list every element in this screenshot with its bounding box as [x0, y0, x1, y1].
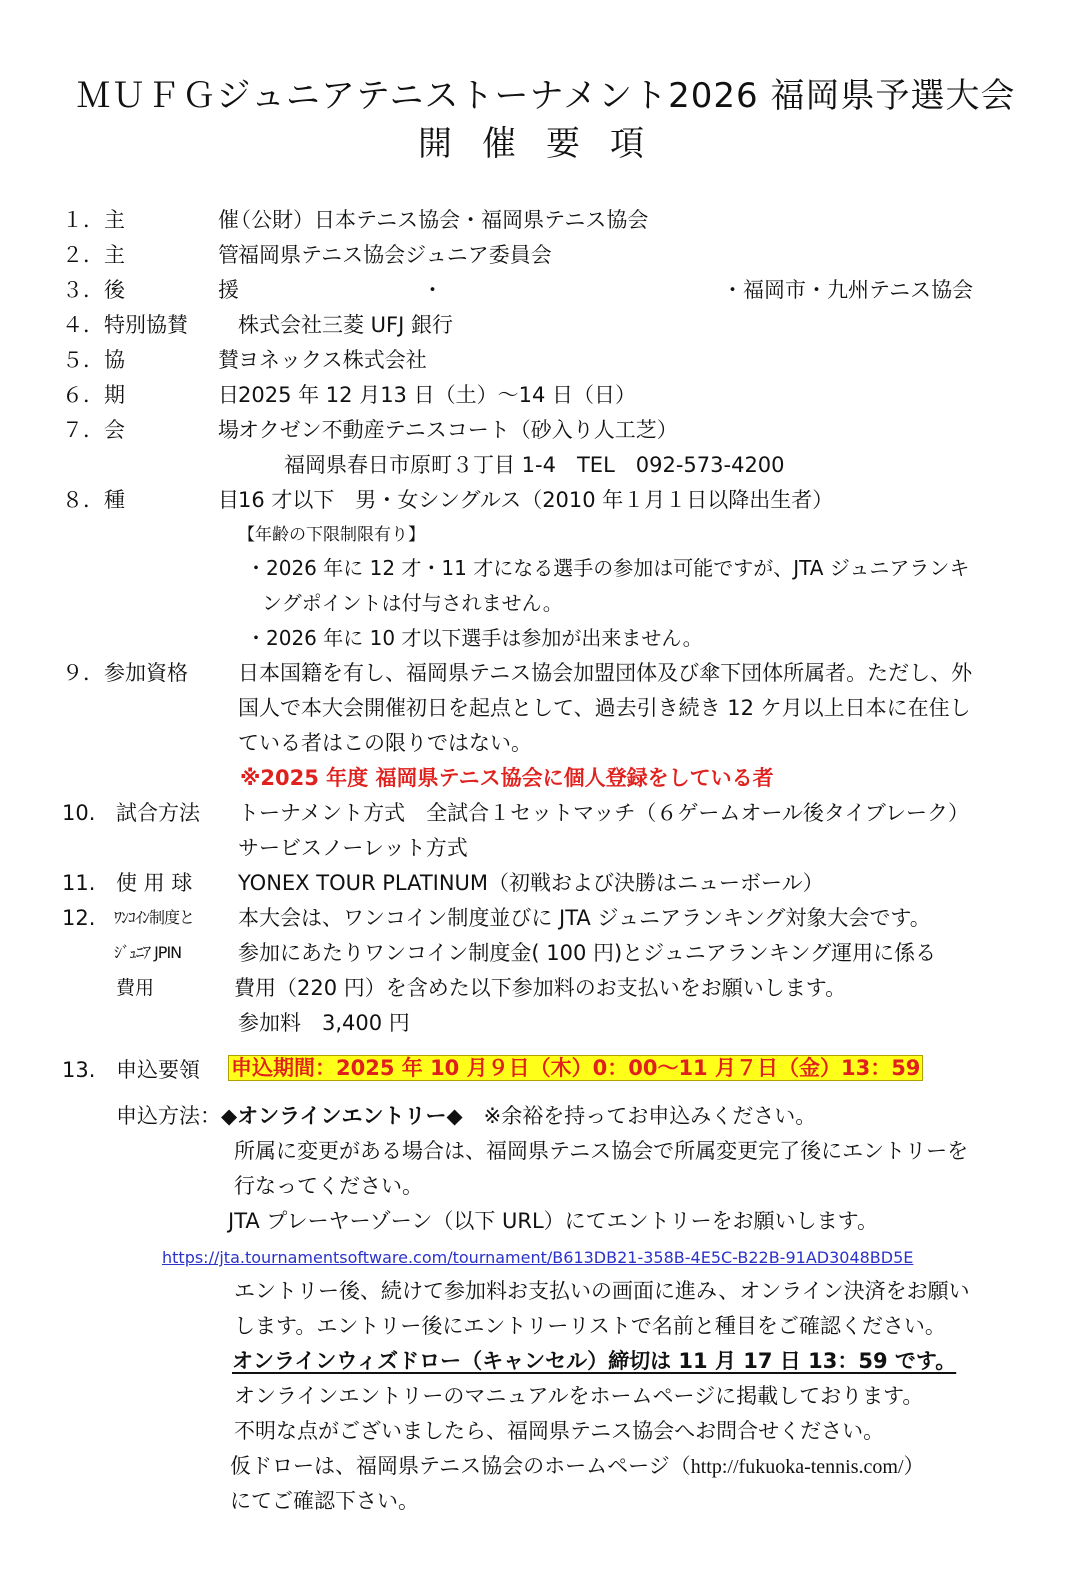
item-7-value: オクゼン不動産テニスコート（砂入り人工芝）: [238, 418, 678, 442]
entry-fee: 参加料 3,400 円: [238, 1011, 410, 1035]
item-13-label: 申込要領: [116, 1058, 200, 1082]
match-format-line-2: サービスノーレット方式: [238, 836, 468, 860]
draw-note-line: [230, 1452, 925, 1481]
item-9-label: 参加資格: [104, 661, 188, 685]
apply-paragraph-1: 所属に変更がある場合は、福岡県テニス協会で所属変更完了後にエントリーを: [234, 1139, 969, 1163]
eligibility-line-1: 日本国籍を有し、福岡県テニス協会加盟団体及び傘下団体所属者。ただし、外: [238, 661, 973, 685]
apply-paragraph-8: 不明な点がございましたら、福岡県テニス協会へお問合せください。: [234, 1419, 885, 1443]
item-3-separator: ・: [422, 278, 443, 302]
item-7-number: ７．: [62, 418, 104, 442]
age-note-2: ・2026 年に 10 才以下選手は参加が出来ません。: [246, 626, 703, 650]
apply-method-heading: 申込方法：: [116, 1104, 221, 1128]
eligibility-registration-note: ※2025 年度 福岡県テニス協会に個人登録をしている者: [240, 766, 774, 790]
draw-note-text: 仮ドローは、福岡県テニス協会のホームページ（: [230, 1454, 691, 1478]
title-main: ＭＵＦＧジュニアテニストーナメント2026 福岡県予選大会: [76, 76, 1016, 116]
age-limit-heading: 【年齢の下限制限有り】: [238, 525, 425, 545]
item-12-label-3: 費用: [116, 977, 155, 999]
application-period: [228, 1054, 923, 1082]
online-entry-label: ◆オンラインエントリー◆: [221, 1104, 463, 1128]
item-5-label: 協 賛: [104, 348, 275, 372]
apply-method-line: [116, 1102, 816, 1130]
item-10-number: 10.: [62, 801, 96, 825]
apply-paragraph-10: にてご確認下さい。: [230, 1489, 419, 1513]
item-1-number: １．: [62, 208, 104, 232]
item-13-number: 13.: [62, 1058, 96, 1082]
ball-name: YONEX TOUR PLATINUM: [238, 871, 489, 895]
eligibility-line-3: ている者はこの限りではない。: [238, 731, 532, 755]
application-period-text: 申込期間：2025 年 10 月９日（木）0：00～11 月７日（金）13：59: [228, 1055, 923, 1081]
ball-line: [238, 869, 824, 897]
fee-line-1: 本大会は、ワンコイン制度並びに JTA ジュニアランキング対象大会です。: [238, 906, 931, 930]
apply-paragraph-3: JTA プレーヤーゾーン（以下 URL）にてエントリーをお願いします。: [228, 1209, 878, 1233]
homepage-link[interactable]: http://fukuoka-tennis.com/: [690, 1456, 904, 1478]
item-1-label: 主 催: [104, 208, 275, 232]
item-8-number: ８．: [62, 488, 104, 512]
item-1-value: （公財）日本テニス協会・福岡県テニス協会: [230, 208, 649, 232]
item-12-number: 12.: [62, 906, 96, 930]
eligibility-line-2: 国人で本大会開催初日を起点として、過去引き続き 12 ケ月以上日本に在住し: [238, 696, 971, 720]
item-12-label-2: ｼﾞｭﾆｱ JPIN: [114, 943, 182, 962]
item-4-number: ４．: [62, 313, 104, 337]
ball-note: （初戦および決勝はニューボール）: [488, 871, 824, 895]
age-note-1a: ・2026 年に 12 才・11 才になる選手の参加は可能ですが、JTA ジュニアランキ: [246, 556, 970, 580]
item-8-value: 16 才以下 男・女シングルス（2010 年１月１日以降出生者）: [238, 488, 834, 512]
item-2-number: ２．: [62, 243, 104, 267]
fee-line-3: 費用（220 円）を含めた以下参加料のお支払いをお願いします。: [234, 976, 847, 1000]
age-note-1b: ングポイントは付与されません。: [262, 591, 563, 615]
apply-paragraph-2: 行なってください。: [234, 1174, 423, 1198]
withdraw-deadline: オンラインウィズドロー（キャンセル）締切は 11 月 17 日 13：59 です。: [232, 1349, 957, 1373]
online-entry-note: ※余裕を持ってお申込みください。: [462, 1104, 817, 1128]
item-4-value: 株式会社三菱 UFJ 銀行: [238, 313, 453, 337]
fee-line-2: 参加にあたりワンコイン制度金( 100 円)とジュニアランキング運用に係る: [238, 941, 937, 965]
item-5-value: ヨネックス株式会社: [238, 348, 427, 372]
item-12-label-1: ﾜﾝｺｲﾝ制度と: [114, 908, 195, 927]
item-2-value: 福岡県テニス協会ジュニア委員会: [238, 243, 552, 267]
item-3-number: ３．: [62, 278, 104, 302]
entry-url-line: [162, 1242, 913, 1272]
item-8-label: 種 目: [104, 488, 275, 512]
apply-paragraph-5: します。エントリー後にエントリーリストで名前と種目をご確認ください。: [234, 1314, 946, 1338]
item-3-value: ・福岡市・九州テニス協会: [722, 278, 974, 302]
item-4-label: 特別協賛: [104, 313, 188, 337]
item-10-label: 試合方法: [116, 801, 200, 825]
draw-note-close: ）: [903, 1454, 925, 1478]
item-6-value: 2025 年 12 月13 日（土）～14 日（日）: [238, 383, 636, 407]
item-7-label: 会 場: [104, 418, 275, 442]
item-5-number: ５．: [62, 348, 104, 372]
item-6-number: ６．: [62, 383, 104, 407]
entry-url-link[interactable]: https://jta.tournamentsoftware.com/tournament/B613DB21-358B-4E5C-B22B-91AD3048BD5E: [162, 1248, 914, 1267]
item-11-number: 11.: [62, 871, 96, 895]
match-format-line-1: トーナメント方式 全試合１セットマッチ（６ゲームオール後タイブレーク）: [238, 801, 970, 825]
item-2-label: 主 管: [104, 243, 275, 267]
apply-paragraph-4: エントリー後、続けて参加料お支払いの画面に進み、オンライン決済をお願い: [234, 1279, 970, 1303]
item-9-number: ９．: [62, 661, 104, 685]
item-3-label: 後 援: [104, 278, 275, 302]
item-11-label: 使 用 球: [116, 871, 193, 895]
title-sub: 開催要項: [418, 124, 674, 164]
item-6-label: 期 日: [104, 383, 275, 407]
apply-paragraph-7: オンラインエントリーのマニュアルをホームページに掲載しております。: [234, 1384, 924, 1408]
venue-address: 福岡県春日市原町３丁目 1-4 TEL 092-573-4200: [284, 453, 785, 477]
